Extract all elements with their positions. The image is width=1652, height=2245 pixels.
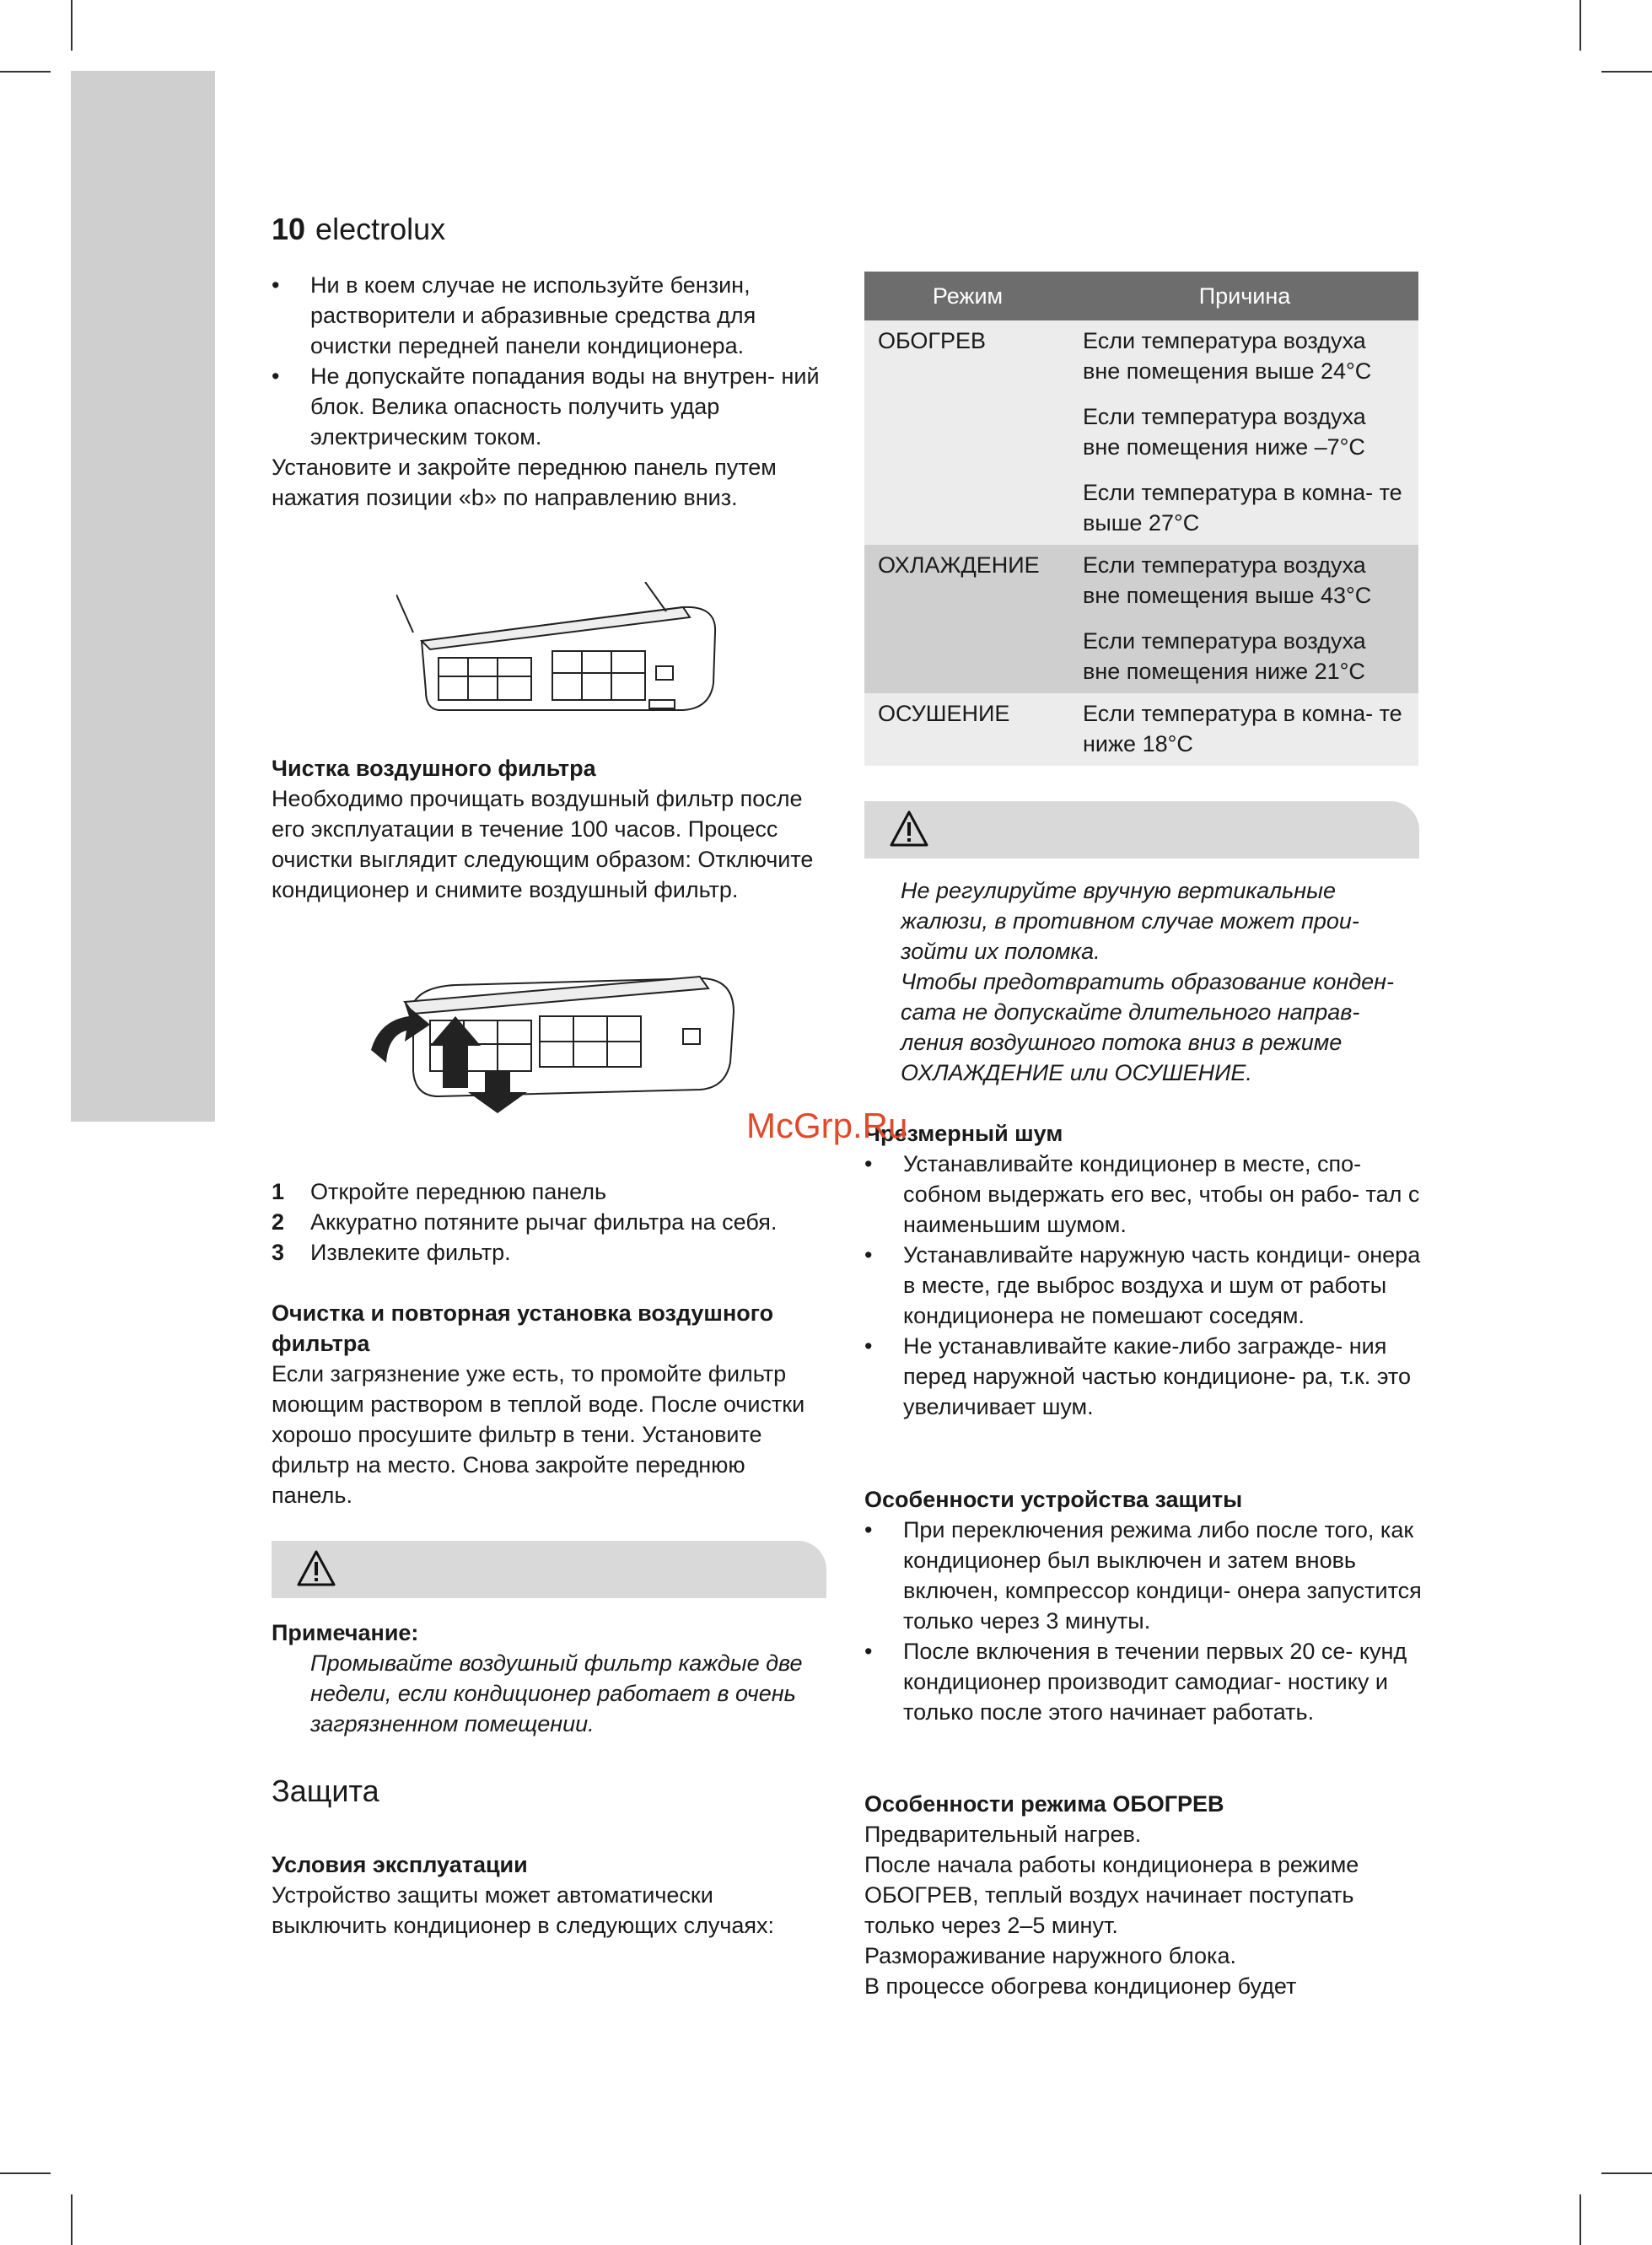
heating-section (864, 1789, 1425, 2001)
reinstall-section (272, 1298, 832, 1510)
paragraph: Не регулируйте вручную вертикальные жалюзи, в противном случае может прои- зойти их поломка. (901, 878, 1359, 964)
crop-mark (0, 71, 51, 73)
step-number: 2 (272, 1209, 285, 1235)
paragraph: Предварительный нагрев. (864, 1822, 1142, 1847)
cause-text: Если температура воздуха вне помещения ниже –7°C (1083, 404, 1366, 460)
crop-mark (71, 2194, 73, 2245)
protection-modes-table (864, 272, 1418, 766)
section-heading: Очистка и повторная установка воздушного фильтра (272, 1300, 774, 1356)
list-item (272, 1176, 832, 1207)
install-panel-text: Установите и закройте переднюю панель путем нажатия позиции «b» по направлению вниз. (272, 455, 777, 510)
list-item: • Ни в коем случае не используйте бензин, растворители и абразивные средства для очистки передней панели кондиционера. (272, 270, 832, 361)
warning-text (901, 875, 1423, 1088)
table-row (864, 320, 1418, 545)
section-heading: Условия эксплуатации (272, 1852, 528, 1877)
section-heading: Чрезмерный шум (864, 1121, 1063, 1146)
cause-cell (1071, 320, 1418, 545)
cause-text: Если температура в комна- те выше 27°C (1083, 480, 1402, 536)
crop-mark (71, 0, 73, 51)
ac-panel-illustration (396, 582, 734, 717)
list-item: • При переключения режима либо после того, как кондиционер был выключен и затем вновь включен, компрессор кондици- онера запустится только через 3 минуты. (864, 1515, 1425, 1636)
safety-bullets (272, 270, 832, 452)
paragraph: Размораживание наружного блока. (864, 1943, 1236, 1968)
paragraph: Чтобы предотвратить образование конден- сата не допускайте длительного направ- ления воздушного потока вниз в режиме ОХЛАЖДЕНИЕ или ОСУШЕНИЕ. (901, 969, 1395, 1085)
list-item: • После включения в течении первых 20 се- кунд кондиционер производит самодиаг- ностику и только после этого начинает работать. (864, 1636, 1425, 1727)
steps-section (272, 1176, 832, 1268)
cause-text: Если температура воздуха вне помещения выше 43°C (1083, 552, 1372, 608)
cause-cell (1071, 693, 1418, 766)
list-item (272, 1237, 832, 1268)
paragraph: Если загрязнение уже есть, то промойте фильтр моющим раствором в теплой воде. После очистки хорошо просушите фильтр в тени. Установите фильтр на место. Снова закройте переднюю панель. (272, 1361, 805, 1508)
table-row (864, 545, 1418, 693)
step-text: Аккуратно потяните рычаг фильтра на себя. (310, 1209, 778, 1235)
filter-removal-illustration (363, 970, 742, 1122)
section-heading: Особенности устройства защиты (864, 1487, 1243, 1512)
side-tab (71, 71, 215, 1122)
protection-title: Защита (272, 1774, 379, 1808)
paragraph: После начала работы кондиционера в режиме ОБОГРЕВ, теплый воздух начинает поступать только через 2–5 минут. (864, 1852, 1359, 1938)
warning-bar (864, 801, 1419, 859)
crop-mark (0, 2172, 51, 2174)
conditions-section (272, 1849, 832, 1941)
warning-bar (272, 1541, 826, 1598)
page-header (272, 211, 445, 248)
crop-mark (1579, 2194, 1581, 2245)
paragraph: В процессе обогрева кондиционер будет (864, 1973, 1297, 1999)
crop-mark (1601, 2172, 1652, 2174)
crop-mark (1601, 71, 1652, 73)
table-row (864, 693, 1418, 766)
mode-cell: ОБОГРЕВ (864, 320, 1071, 545)
protection-bullets (864, 1515, 1425, 1727)
step-text: Откройте переднюю панель (310, 1179, 607, 1204)
list-item: • Не устанавливайте какие-либо загражде- ния перед наружной частью кондиционе- ра, т.к. это увеличивает шум. (864, 1331, 1425, 1422)
protection-features-section (864, 1484, 1425, 1727)
left-top-text (272, 270, 832, 513)
crop-mark (1579, 0, 1581, 51)
filter-section (272, 753, 832, 905)
cause-cell (1071, 545, 1418, 693)
noise-bullets (864, 1149, 1425, 1422)
list-item: • Устанавливайте кондиционер в месте, спо- собном выдержать его вес, чтобы он рабо- тал с наименьшим шумом. (864, 1149, 1425, 1240)
cause-text: Если температура воздуха вне помещения ниже 21°C (1083, 628, 1366, 684)
list-item (272, 1207, 832, 1237)
mode-cell: ОХЛАЖДЕНИЕ (864, 545, 1071, 693)
paragraph: Необходимо прочищать воздушный фильтр после его эксплуатации в течение 100 часов. Процесс очистки выглядит следующим образом: Отключите кондиционер и снимите воздушный фильтр. (272, 786, 814, 902)
page-number: 10 (272, 212, 306, 246)
list-item: • Не допускайте попадания воды на внутрен- ний блок. Велика опасность получить удар электрическим током. (272, 361, 832, 452)
section-heading: Особенности режима ОБОГРЕВ (864, 1791, 1224, 1817)
paragraph: Устройство защиты может автоматически выключить кондиционер в следующих случаях: (272, 1882, 775, 1938)
watermark: McGrp.Ru (746, 1106, 908, 1145)
note-section (272, 1618, 832, 1739)
cause-text: Если температура в комна- те ниже 18°C (1083, 701, 1402, 756)
warning-icon (890, 810, 928, 848)
noise-section (864, 1118, 1425, 1422)
cause-text: Если температура воздуха вне помещения выше 24°C (1083, 328, 1372, 384)
step-text: Извлеките фильтр. (310, 1240, 511, 1265)
list-item: • Устанавливайте наружную часть кондици- онера в месте, где выброс воздуха и шум от работы кондиционера не помешают соседям. (864, 1240, 1425, 1331)
column-header-mode: Режим (864, 272, 1071, 320)
step-number: 1 (272, 1179, 285, 1204)
step-list (272, 1176, 832, 1268)
note-label: Примечание: (272, 1620, 419, 1645)
mode-cell: ОСУШЕНИЕ (864, 693, 1071, 766)
section-heading: Чистка воздушного фильтра (272, 756, 596, 781)
brand-name: electrolux (315, 212, 446, 246)
column-header-cause: Причина (1071, 272, 1418, 320)
note-text: Промывайте воздушный фильтр каждые две недели, если кондиционер работает в очень загрязненном помещении. (310, 1650, 803, 1736)
warning-icon (297, 1549, 336, 1588)
step-number: 3 (272, 1240, 285, 1265)
